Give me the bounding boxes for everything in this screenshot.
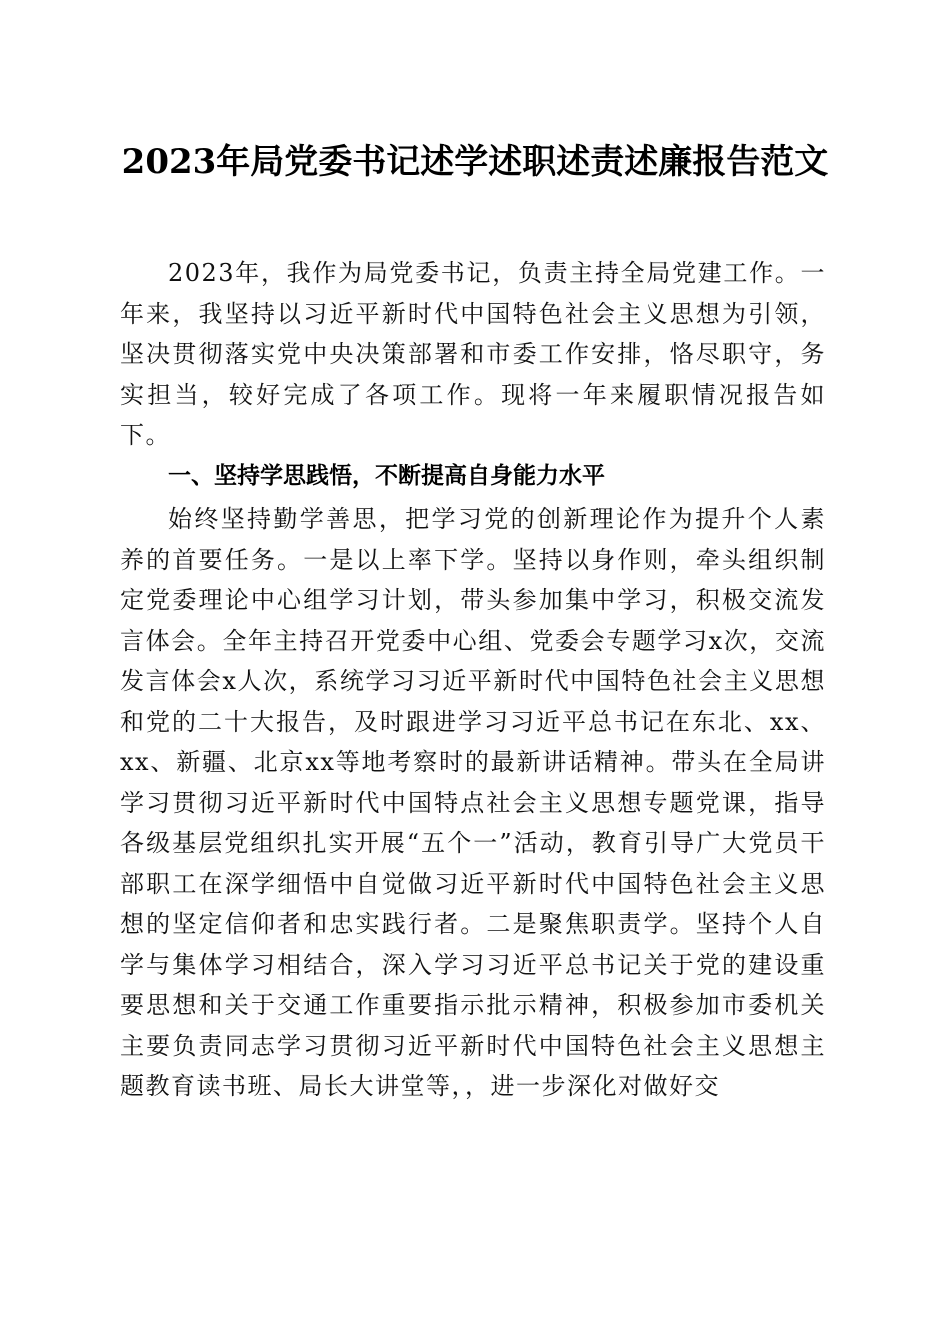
- section-heading: 一、坚持学思践悟，不断提高自身能力水平: [168, 463, 605, 489]
- intro-paragraph: 2023年，我作为局党委书记，负责主持全局党建工作。一年来，我坚持以习近平新时代中国特色社会主义思想为引领，坚决贯彻落实党中央决策部署和市委工作安排，恪尽职守，务实担当，较好完成了各项工作。现将一年来履职情况报告如下。: [120, 259, 826, 449]
- body-paragraph: 始终坚持勤学善思，把学习党的创新理论作为提升个人素养的首要任务。一是以上率下学。坚持以身作则，牵头组织制定党委理论中心组学习计划，带头参加集中学习，积极交流发言体会。全年主持召开党委中心组、党委会专题学习x次，交流发言体会x人次，系统学习习近平新时代中国特色社会主义思想和党的二十大报告，及时跟进学习习近平总书记在东北、xx、xx、新疆、北京xx等地考察时的最新讲话精神。带头在全局讲学习贯彻习近平新时代中国特点社会主义思想专题党课，指导各级基层党组织扎实开展“五个一”活动，教育引导广大党员干部职工在深学细悟中自觉做习近平新时代中国特色社会主义思想的坚定信仰者和忠实践行者。二是聚焦职责学。坚持个人自学与集体学习相结合，深入学习习近平总书记关于党的建设重要思想和关于交通工作重要指示批示精神，积极参加市委机关主要负责同志学习贯彻习近平新时代中国特色社会主义思想主题教育读书班、局长大讲堂等，，进一步深化对做好交: [120, 505, 826, 1100]
- document-title: 2023年局党委书记述学述职述责述廉报告范文: [121, 142, 829, 182]
